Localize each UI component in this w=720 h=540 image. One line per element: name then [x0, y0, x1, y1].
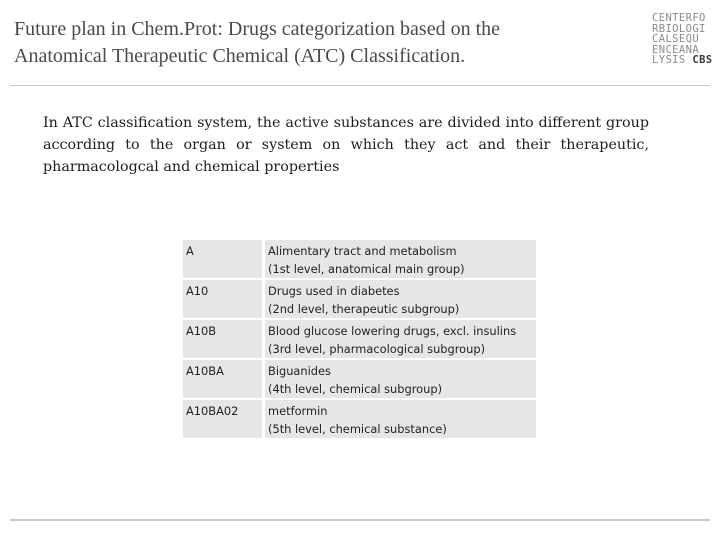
atc-name: Biguanides — [268, 364, 331, 378]
atc-level: (2nd level, therapeutic subgroup) — [268, 302, 460, 316]
logo-row: ENCEANA — [652, 43, 700, 56]
atc-code — [183, 320, 265, 360]
header-divider — [10, 85, 710, 86]
slide-title — [14, 16, 614, 70]
table-row — [183, 400, 536, 440]
atc-code-text: A10BA — [186, 364, 224, 378]
atc-level: (4th level, chemical subgroup) — [268, 382, 443, 396]
logo-row: RBIOLOGI — [652, 22, 706, 35]
atc-code — [183, 360, 265, 400]
atc-description — [265, 400, 536, 440]
atc-classification-table — [183, 240, 536, 440]
footer-divider — [10, 519, 710, 521]
table-row — [183, 240, 536, 280]
atc-level: (3rd level, pharmacological subgroup) — [268, 342, 486, 356]
table-row — [183, 280, 536, 320]
atc-level: (1st level, anatomical main group) — [268, 262, 465, 276]
atc-code-text: A10BA02 — [186, 404, 239, 418]
slide-title-line-1: Future plan in Chem.Prot: Drugs categorization based on the — [14, 18, 501, 40]
table-row — [183, 320, 536, 360]
atc-description — [265, 280, 536, 320]
atc-code — [183, 240, 265, 280]
atc-level: (5th level, chemical substance) — [268, 422, 447, 436]
logo-cbs: CBS — [692, 54, 713, 66]
atc-code-text: A10B — [186, 324, 217, 338]
table-row — [183, 360, 536, 400]
slide-title-line-2: Anatomical Therapeutic Chemical (ATC) Classification. — [14, 45, 466, 67]
logo-row-last — [652, 55, 712, 66]
atc-name: Blood glucose lowering drugs, excl. insulins — [268, 324, 517, 338]
atc-code-text: A10 — [186, 284, 209, 298]
intro-paragraph: In ATC classification system, the active substances are divided into different group according to the organ or system on which they act and their therapeutic, pharmacologcal and chemical properties — [43, 115, 649, 175]
atc-name: metformin — [268, 404, 328, 418]
atc-name: Drugs used in diabetes — [268, 284, 400, 298]
logo-row: LYSIS — [652, 54, 686, 66]
atc-code — [183, 400, 265, 440]
atc-code — [183, 280, 265, 320]
logo-row: CALSEQU — [652, 33, 700, 45]
atc-description — [265, 240, 536, 280]
cbs-logo — [652, 13, 712, 66]
atc-code-text: A — [186, 244, 194, 258]
atc-description — [265, 320, 536, 360]
atc-description — [265, 360, 536, 400]
logo-row: CENTERFO — [652, 12, 706, 24]
atc-name: Alimentary tract and metabolism — [268, 244, 457, 258]
